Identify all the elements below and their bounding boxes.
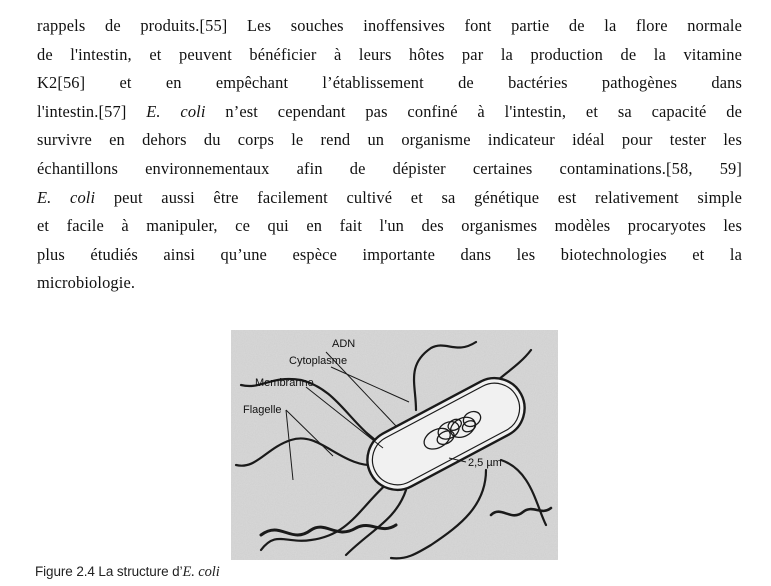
text-segment: de l'intestin, et peuvent bénéficier à leurs hôtes par la production de la vitamine [37,44,742,64]
text-segment: microbiologie. [37,273,136,293]
text-line [37,184,742,213]
text-line [37,212,742,241]
label-scale: 2,5 µm [468,457,502,469]
text-line [37,41,742,70]
text-segment: échantillons environnementaux afin de dépister certaines contaminations.[58, 59] [37,158,742,178]
text-line [37,98,742,127]
text-segment: l'intestin.[57] [37,101,147,121]
label-membranne: Membranne [255,377,314,389]
text-line [37,126,742,155]
text-line [37,269,742,298]
caption-prefix: Figure 2.4 La structure d’ [35,564,183,579]
ecoli-illustration [231,330,558,560]
text-segment: survivre en dehors du corps le rend un organisme indicateur idéal pour tester les [37,130,742,150]
ecoli-structure-figure [231,330,558,560]
label-flagelle: Flagelle [243,404,282,416]
figure-caption [35,564,220,581]
body-paragraph [37,12,742,298]
text-line [37,12,742,41]
text-line [37,241,742,270]
italic-term: E. coli [146,101,206,121]
caption-italic: E. coli [182,564,220,580]
text-segment: rappels de produits.[55] Les souches inoffensives font partie de la flore normale [37,16,742,35]
text-segment: peut aussi être facilement cultivé et sa génétique est relativement simple [95,187,742,207]
text-segment: n’est cependant pas confiné à l'intestin, et sa capacité de [205,101,742,121]
italic-term: E. coli [37,187,96,207]
label-cytoplasme: Cytoplasme [289,355,348,367]
text-segment: K2[56] et en empêchant l’établissement de bactéries pathogènes dans [37,73,742,93]
text-segment: plus étudiés ainsi qu’une espèce importante dans les biotechnologies et la [37,244,742,264]
text-line [37,69,742,98]
text-line [37,155,742,184]
label-adn: ADN [332,338,356,350]
text-segment: et facile à manipuler, ce qui en fait l'un des organismes modèles procaryotes les [37,216,742,236]
